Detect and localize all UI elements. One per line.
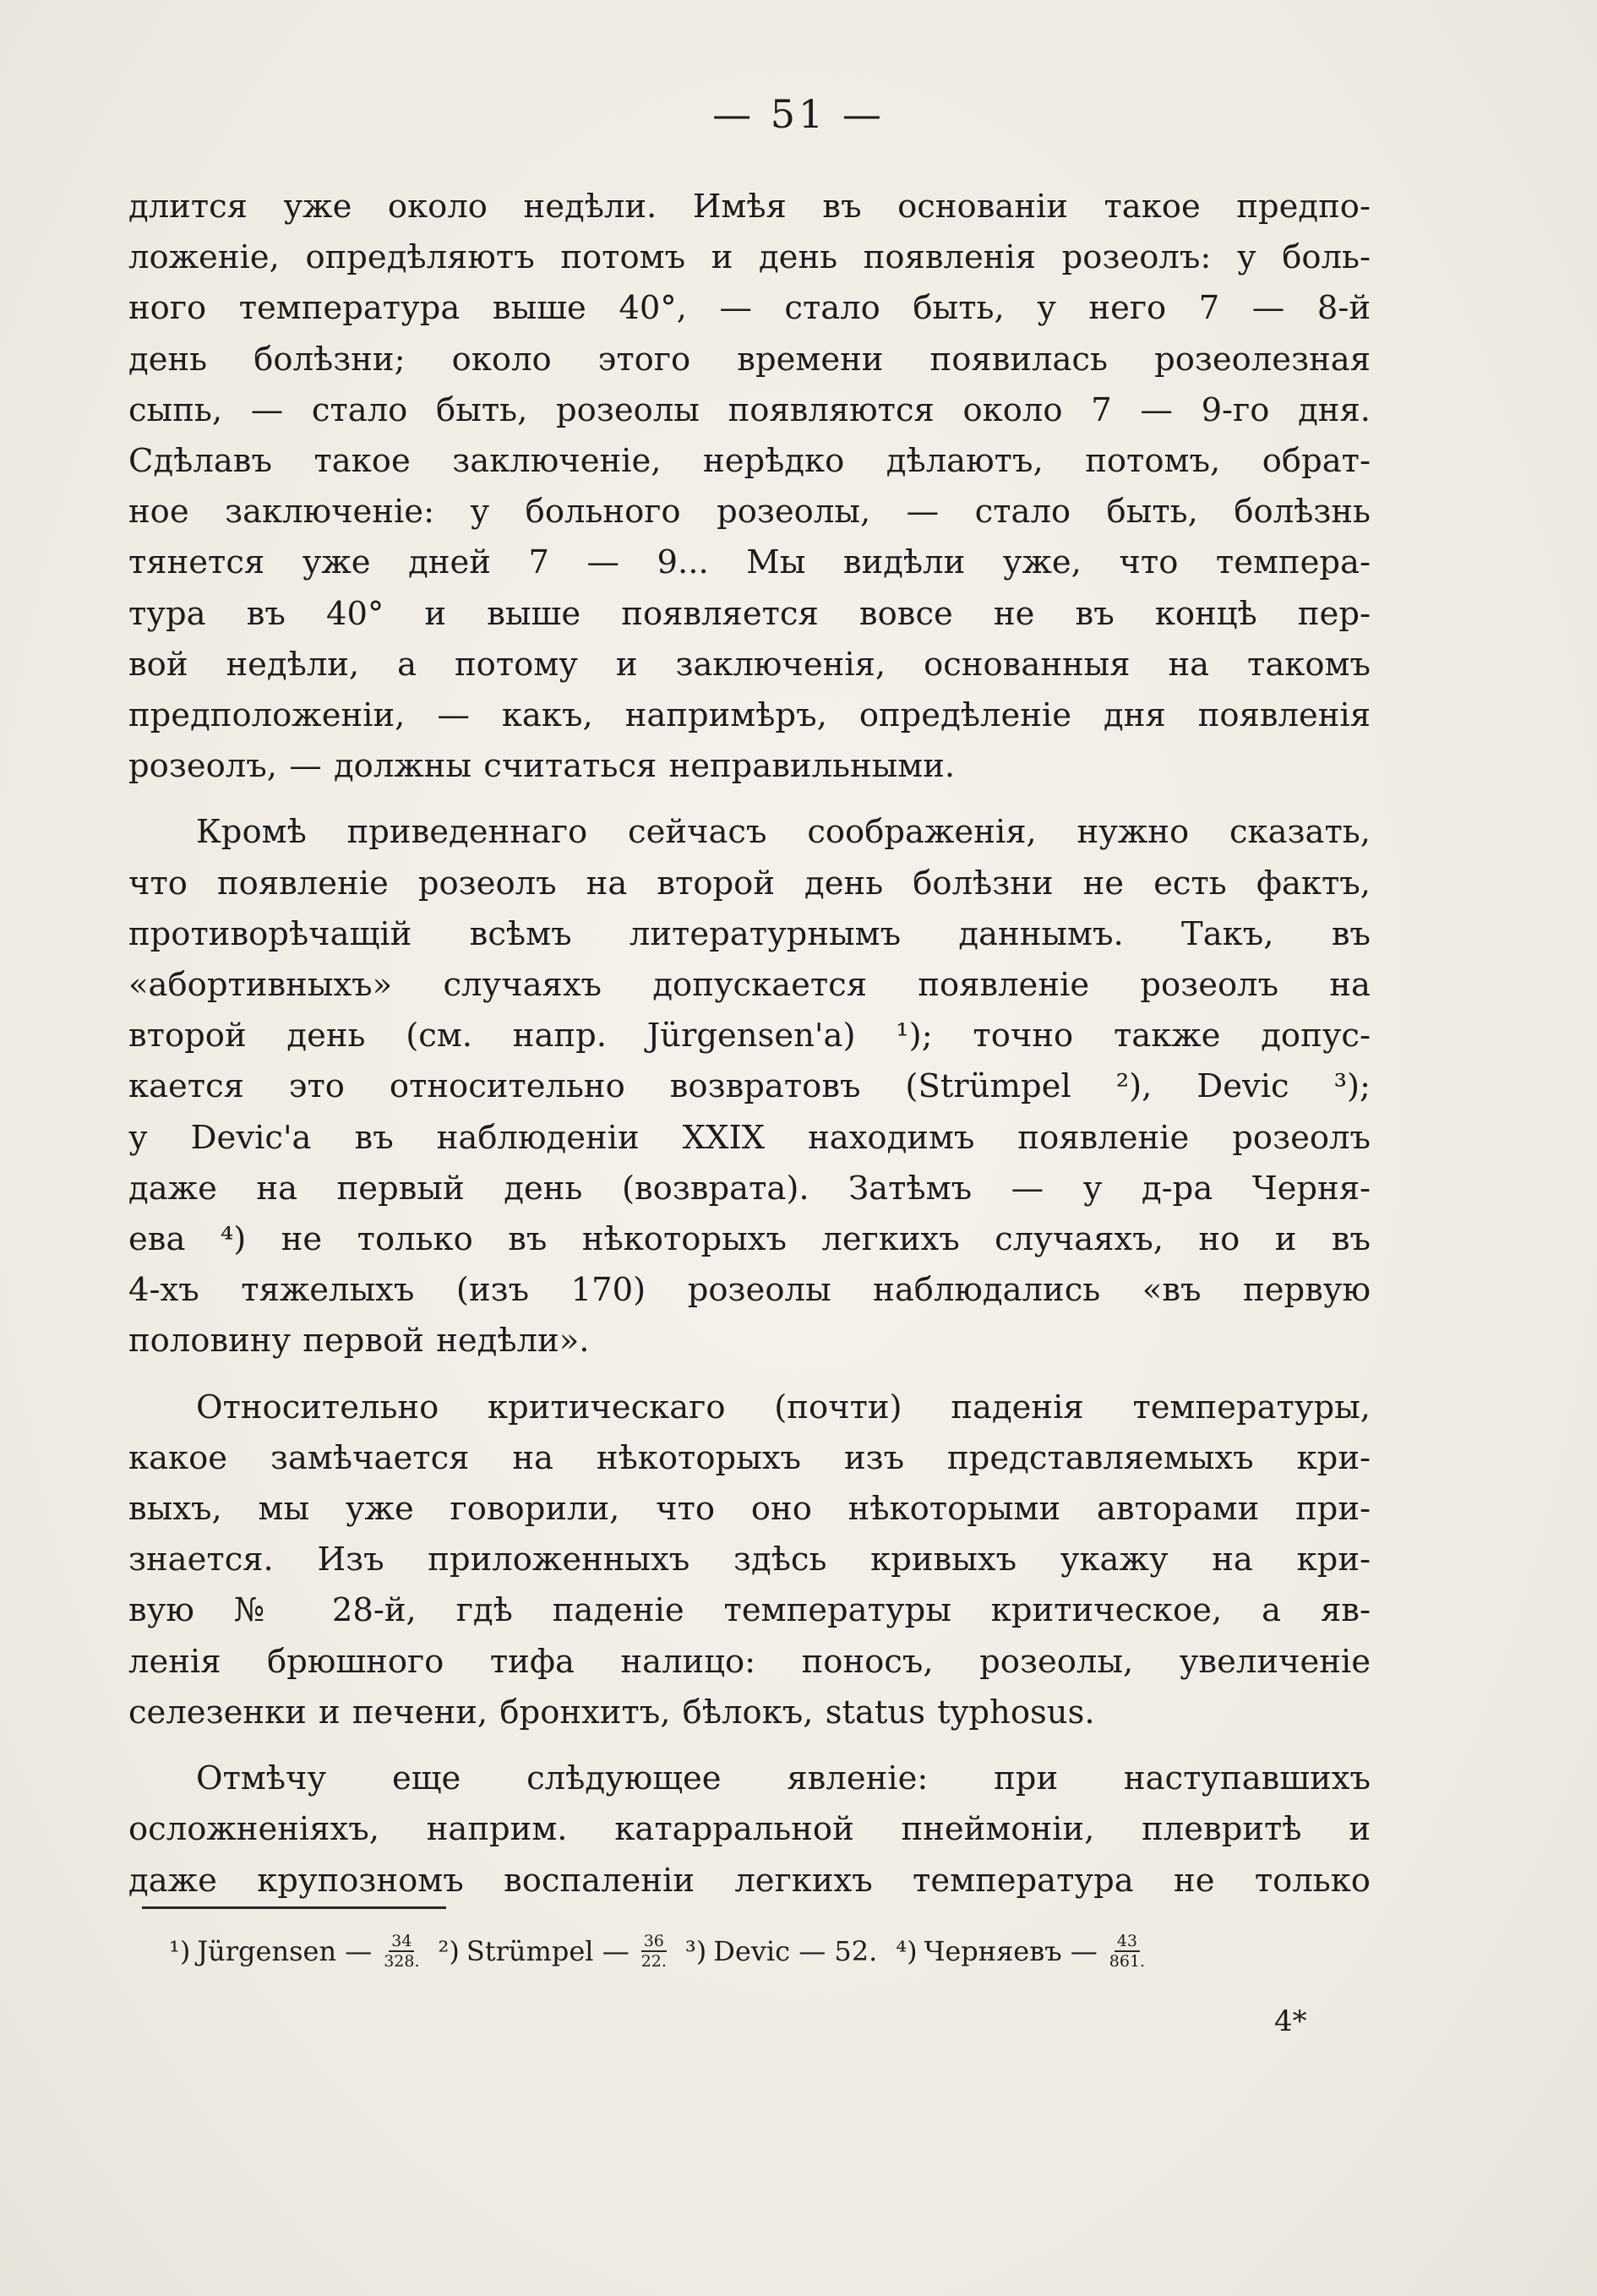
- footnote-fraction: [1109, 1932, 1145, 1971]
- text-line: половину первой недѣли».: [128, 1322, 590, 1361]
- text-line: вую № 28-й, гдѣ паденіе температуры критическое, а яв-: [128, 1591, 1371, 1630]
- text-line: сыпь, — стало быть, розеолы появляются около 7 — 9-го дня.: [128, 390, 1371, 429]
- paragraph-2: [128, 807, 1371, 1366]
- text-line: выхъ, мы уже говорили, что оно нѣкоторыми авторами при-: [128, 1490, 1371, 1529]
- text-line: предположеніи, — какъ, напримѣръ, опредѣленіе дня появленія: [128, 696, 1371, 735]
- fraction-numerator: 36: [641, 1932, 667, 1952]
- text-line: какое замѣчается на нѣкоторыхъ изъ представляемыхъ кри-: [128, 1438, 1371, 1477]
- footnote-source: Strümpel —: [466, 1935, 630, 1967]
- text-line: «абортивныхъ» случаяхъ допускается появленіе розеолъ на: [128, 966, 1371, 1005]
- text-line: осложненіяхъ, наприм. катарральной пнеймоніи, плевритѣ и: [128, 1810, 1371, 1849]
- fraction-denominator: 22.: [640, 1952, 667, 1971]
- text-line: Отмѣчу еще слѣдующее явленіе: при наступавшихъ: [196, 1759, 1371, 1798]
- text-line: что появленіе розеолъ на второй день болѣзни не есть фактъ,: [128, 864, 1371, 903]
- footnote-mark: ¹): [169, 1935, 191, 1967]
- text-line: Относительно критическаго (почти) паденія температуры,: [196, 1388, 1371, 1426]
- footnote-mark: ³): [684, 1935, 707, 1967]
- footnote-source: Jürgensen —: [197, 1935, 373, 1967]
- footnote-4: [896, 1932, 1145, 1971]
- text-line: Сдѣлавъ такое заключеніе, нерѣдко дѣлаютъ, потомъ, обрат-: [128, 442, 1371, 481]
- page-number: — 51 —: [712, 91, 885, 137]
- text-line: день болѣзни; около этого времени появилась розеолезная: [128, 340, 1371, 379]
- footnote-source: Devic — 52.: [713, 1935, 878, 1967]
- text-line: даже крупозномъ воспаленіи легкихъ температура не только: [128, 1861, 1371, 1900]
- text-line: длится уже около недѣли. Имѣя въ основаніи такое предпо-: [128, 188, 1371, 226]
- footnote-2: [439, 1932, 667, 1971]
- fraction-numerator: 34: [389, 1932, 414, 1952]
- footnote-3: [685, 1935, 877, 1967]
- text-line: у Devic'а въ наблюденіи XXIX находимъ появленіе розеолъ: [128, 1118, 1371, 1157]
- text-line: вой недѣли, а потому и заключенія, основанныя на такомъ: [128, 645, 1371, 684]
- paragraph-1: [128, 182, 1371, 792]
- text-line: знается. Изъ приложенныхъ здѣсь кривыхъ укажу на кри-: [128, 1541, 1371, 1579]
- text-line: тура въ 40° и выше появляется вовсе не въ концѣ пер-: [128, 594, 1371, 633]
- paragraph-3: [128, 1383, 1371, 1738]
- text-line: ленія брюшного тифа налицо: поносъ, розеолы, увеличеніе: [128, 1642, 1371, 1681]
- footnote-mark: ⁴): [896, 1935, 918, 1967]
- fraction-numerator: 43: [1115, 1932, 1140, 1952]
- footnote-divider: [142, 1906, 446, 1909]
- signature-mark: 4*: [1274, 2004, 1307, 2038]
- footnote-fraction: [384, 1932, 419, 1971]
- text-line: ное заключеніе: у больного розеолы, — стало быть, болѣзнь: [128, 493, 1371, 532]
- footnotes: [169, 1932, 1386, 1971]
- text-line: ева ⁴) не только въ нѣкоторыхъ легкихъ случаяхъ, но и въ: [128, 1220, 1371, 1259]
- body-text: [128, 182, 1371, 1906]
- footnote-fraction: [641, 1932, 667, 1971]
- footnote-source: Черняевъ —: [924, 1935, 1098, 1967]
- text-line: второй день (см. напр. Jürgensen'а) ¹); точно также допус-: [128, 1017, 1371, 1055]
- text-line: ложеніе, опредѣляютъ потомъ и день появленія розеолъ: у боль-: [128, 238, 1371, 277]
- text-line: даже на первый день (возврата). Затѣмъ — у д-ра Черня-: [128, 1169, 1371, 1208]
- text-line: Кромѣ приведеннаго сейчасъ соображенія, нужно сказать,: [196, 813, 1371, 852]
- text-line: розеолъ, — должны считаться неправильными.: [128, 747, 956, 786]
- text-line: ного температура выше 40°, — стало быть, у него 7 — 8-й: [128, 289, 1371, 328]
- paragraph-4: [128, 1753, 1371, 1906]
- fraction-denominator: 328.: [384, 1952, 420, 1971]
- text-line: тянется уже дней 7 — 9... Мы видѣли уже, что темпера-: [128, 543, 1371, 582]
- fraction-denominator: 861.: [1109, 1952, 1146, 1971]
- footnote-mark: ²): [438, 1935, 460, 1967]
- text-line: селезенки и печени, бронхитъ, бѣлокъ, status typhosus.: [128, 1693, 1095, 1732]
- text-line: кается это относительно возвратовъ (Strümpel ²), Devic ³);: [128, 1067, 1371, 1106]
- text-line: противорѣчащій всѣмъ литературнымъ даннымъ. Такъ, въ: [128, 914, 1371, 953]
- text-line: 4-хъ тяжелыхъ (изъ 170) розеолы наблюдались «въ первую: [128, 1271, 1371, 1310]
- footnote-1: [169, 1932, 420, 1971]
